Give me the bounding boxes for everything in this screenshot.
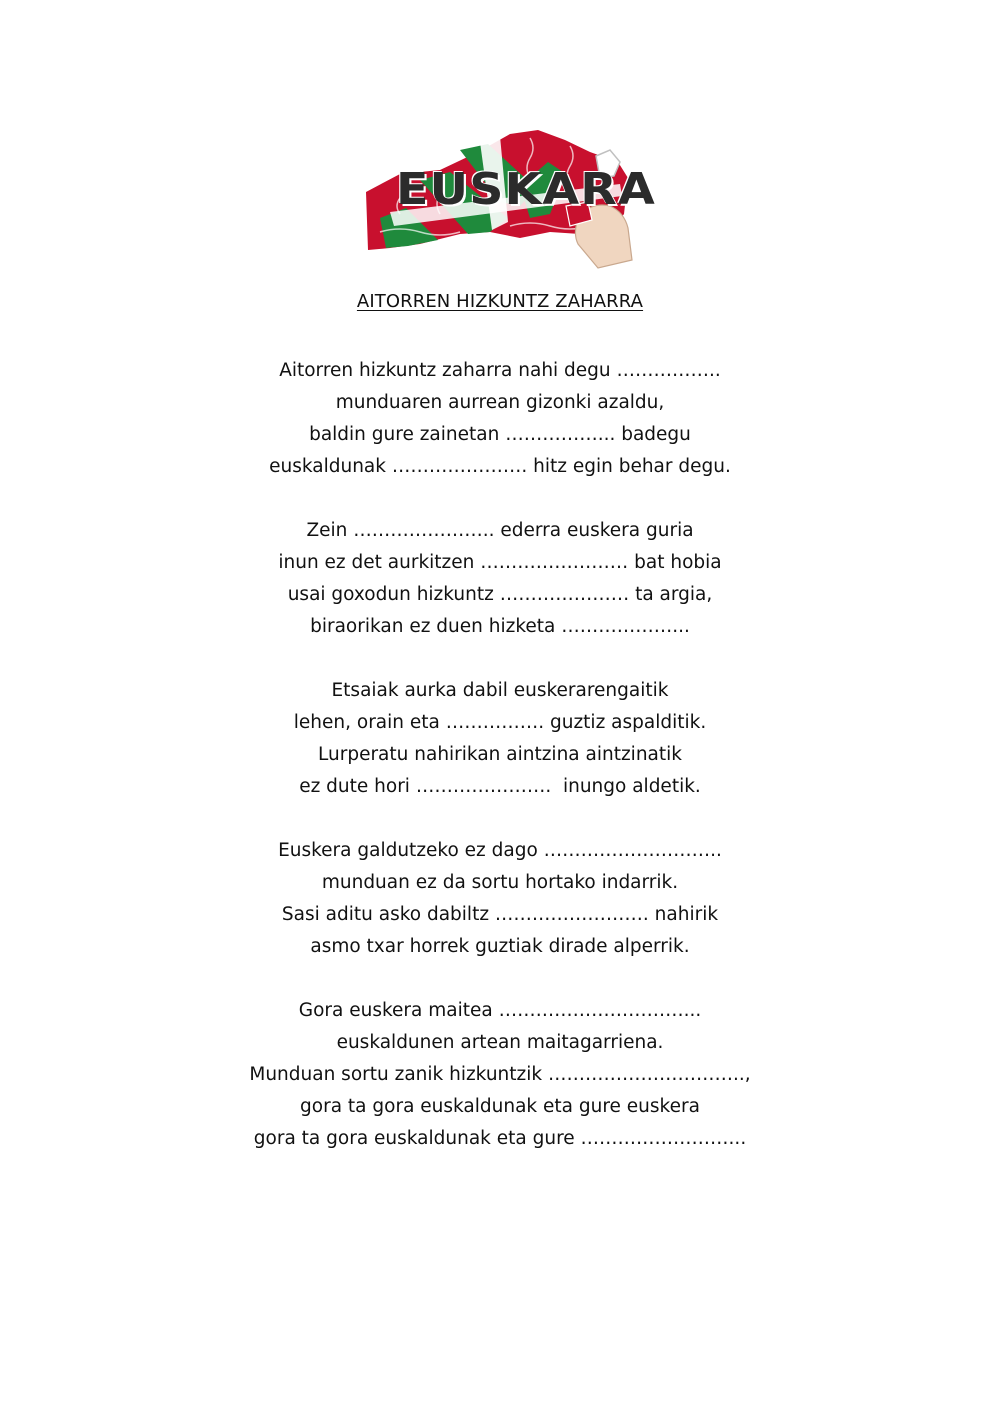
- stanza-3: [0, 675, 1000, 803]
- poem-line: gora ta gora euskaldunak eta gure euskera: [300, 1096, 700, 1117]
- poem-line: euskaldunen artean maitagarriena.: [336, 1032, 664, 1053]
- poem-line: Munduan sortu zanik hizkuntzik …………………………..,: [249, 1064, 751, 1085]
- poem-line: ez dute hori …………………. inungo aldetik.: [299, 776, 701, 797]
- poem-line: asmo txar horrek guztiak dirade alperrik.: [310, 936, 690, 957]
- poem-body: [0, 355, 1000, 1155]
- stanza-1: [0, 355, 1000, 483]
- euskara-puzzle-logo: [360, 122, 656, 277]
- poem-line: Euskera galdutzeko ez dago ………………………..: [278, 840, 722, 861]
- poem-line: usai goxodun hizkuntz ………………… ta argia,: [287, 584, 713, 605]
- poem-line: Lurperatu nahirikan aintzina aintzinatik: [318, 744, 682, 765]
- stanza-2: [0, 515, 1000, 643]
- stanza-5: [0, 995, 1000, 1155]
- poem-line: Sasi aditu asko dabiltz ……………………. nahirik: [281, 904, 719, 925]
- poem-line: Gora euskera maitea …………………………...: [298, 1000, 702, 1021]
- poem-line: Aitorren hizkuntz zaharra nahi degu ……………..: [279, 360, 721, 381]
- poem-line: Etsaiak aurka dabil euskerarengaitik: [331, 680, 669, 701]
- poem-line: lehen, orain eta ……………. guztiz aspalditik.: [293, 712, 707, 733]
- poem-line: munduaren aurrean gizonki azaldu,: [335, 392, 665, 413]
- poem-line: munduan ez da sortu hortako indarrik.: [321, 872, 679, 893]
- poem-line: Zein ………………….. ederra euskera guria: [306, 520, 694, 541]
- poem-line: gora ta gora euskaldunak eta gure ……………………...: [253, 1128, 747, 1149]
- poem-title: AITORREN HIZKUNTZ ZAHARRA: [356, 291, 644, 312]
- poem-line: inun ez det aurkitzen …………………… bat hobia: [278, 552, 722, 573]
- poem-line: biraorikan ez duen hizketa ………………...: [310, 616, 690, 637]
- poem-line: euskaldunak …………………. hitz egin behar degu.: [269, 456, 731, 477]
- logo-wordmark: EUSKARA: [396, 164, 656, 215]
- stanza-4: [0, 835, 1000, 963]
- poem-line: baldin gure zainetan ……………... badegu: [309, 424, 691, 445]
